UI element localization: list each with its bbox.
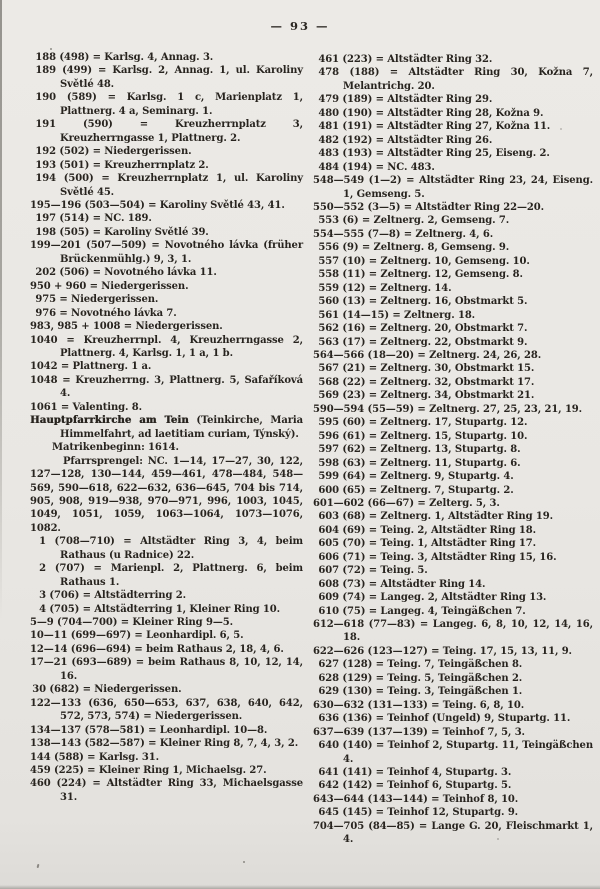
registry-entry <box>30 172 303 199</box>
address-text: (140) = Teinhof 2, Stupartg. 11, Teingäßchen 4. <box>342 740 593 765</box>
registry-entry <box>313 658 593 671</box>
house-number: 5—9 <box>30 617 54 629</box>
house-number: 612—618 <box>313 619 365 631</box>
address-text: (7—8) = Zeltnerg. 4, 6. <box>367 228 494 240</box>
house-number: 478 <box>318 67 339 79</box>
registry-entry <box>313 201 593 214</box>
house-number: 562 <box>318 323 339 335</box>
house-number: 193 <box>35 159 56 171</box>
registry-entry <box>313 645 593 658</box>
registry-entry <box>313 255 593 268</box>
house-number: 640 <box>318 740 339 752</box>
address-text: (10) = Zeltnerg. 10, Gemseng. 10. <box>342 255 530 267</box>
house-number: 190 <box>35 92 56 104</box>
house-number: 548—549 <box>313 175 365 187</box>
registry-entry <box>313 134 593 147</box>
house-number: 645 <box>318 807 339 819</box>
house-number: 459 <box>30 765 51 777</box>
address-text: (14—15) = Zeltnerg. 18. <box>342 309 476 321</box>
registry-entry <box>313 820 593 847</box>
house-number: 590—594 <box>313 403 365 415</box>
house-number: 610 <box>318 605 339 617</box>
house-number: 199—201 <box>30 240 82 252</box>
registry-entry <box>313 618 593 645</box>
address-text: (194) = NC. 483. <box>342 161 435 173</box>
house-number: 198 <box>35 226 56 238</box>
registry-entry <box>30 616 303 629</box>
section-subtitle: (Teinkirche, Maria Himmelfahrt, ad laetitiam curiam, Týnský). <box>60 415 304 440</box>
address-text: (693—689) = beim Rathaus 8, 10, 12, 14, 16. <box>60 657 303 682</box>
house-number: 560 <box>318 296 339 308</box>
house-number: 568 <box>318 376 339 388</box>
house-number: 484 <box>318 161 339 173</box>
address-text: (696—694) = beim Rathaus 2, 18, 4, 6. <box>70 643 284 655</box>
registry-entry <box>313 389 593 402</box>
registry-entry <box>313 726 593 739</box>
registry-entry <box>313 241 593 254</box>
house-number: 622—626 <box>313 645 365 657</box>
registry-entry <box>313 403 593 416</box>
registry-entry <box>30 656 303 683</box>
scan-speck <box>50 48 52 50</box>
house-number: 596 <box>318 430 339 442</box>
registry-entry <box>313 376 593 389</box>
address-text: (128) = Teing. 7, Teingäßchen 8. <box>342 659 523 671</box>
registry-entry <box>30 374 303 401</box>
registry-entry <box>30 643 303 656</box>
registry-entry <box>313 336 593 349</box>
address-text: (70) = Teing. 1, Altstädter Ring 17. <box>342 538 536 550</box>
registry-entry <box>313 766 593 779</box>
registry-entry <box>30 724 303 737</box>
address-text: (191) = Altstädter Ring 27, Kožna 11. <box>342 121 551 133</box>
house-number: 1 <box>39 536 46 548</box>
right-column <box>313 53 593 847</box>
registry-entry <box>30 401 303 414</box>
house-number: 606 <box>318 551 339 563</box>
address-text: (84—85) = Lange G. 20, Fleischmarkt 1, 4. <box>343 820 594 846</box>
house-number: 482 <box>318 134 339 146</box>
registry-entry <box>30 293 303 306</box>
house-number: 628 <box>318 672 339 684</box>
address-text: (136) = Teinhof (Ungeld) 9, Stupartg. 11. <box>342 713 571 725</box>
address-text: (123—127) = Teing. 17, 15, 13, 11, 9. <box>367 645 572 657</box>
address-text: (3—5) = Altstädter Ring 22—20. <box>367 201 544 213</box>
address-text: (145) = Teinhof 12, Stupartg. 9. <box>342 807 519 819</box>
house-number: 563 <box>318 336 339 348</box>
house-number: 561 <box>318 309 339 321</box>
house-number: 564—566 <box>313 349 365 361</box>
house-number: 608 <box>318 578 339 590</box>
address-text: = Niedergerissen. <box>123 321 223 333</box>
address-text: (189) = Altstädter Ring 29. <box>342 94 493 106</box>
registry-entry <box>30 603 303 616</box>
address-text: (193) = Altstädter Ring 25, Eiseng. 2. <box>342 148 550 160</box>
address-text: (223) = Altstädter Ring 32. <box>342 54 493 65</box>
registry-entry <box>313 484 593 497</box>
registry-entry <box>313 779 593 792</box>
registry-entry <box>30 751 303 764</box>
address-text: = Plattnerg. 1 a. <box>60 361 152 373</box>
address-text: (130) = Teing. 3, Teingäßchen 1. <box>342 686 523 698</box>
registry-entry <box>313 322 593 335</box>
registry-entry <box>313 551 593 564</box>
registry-entry <box>30 118 303 145</box>
house-number: 202 <box>35 267 56 279</box>
house-number: 12—14 <box>30 643 68 655</box>
house-number: 144 <box>30 751 51 763</box>
scan-speck <box>37 864 40 868</box>
house-number: 605 <box>318 538 339 550</box>
parish-district-paragraph: Pfarrsprengel: NC. 1—14, 17—27, 30, 122, 127—128, 130—144, 459—461, 478—484, 548—569, 590—618, 622—632, 636—645, 704 bis 714, 905, 908, 919—938, 970—971, 996, 1003, 1045, 1049, 1051, 1059, 1063—1064, 1073—1076, 1082. <box>30 455 303 534</box>
address-text: (68) = Zeltnerg. 1, Altstädter Ring 19. <box>342 511 553 523</box>
section-heading <box>30 414 303 441</box>
registry-entry <box>30 239 303 266</box>
house-number: 599 <box>318 471 339 483</box>
registry-entry <box>313 430 593 443</box>
registry-entry <box>30 589 303 602</box>
address-text: (73) = Altstädter Ring 14. <box>342 578 486 590</box>
registry-entry <box>313 268 593 281</box>
registry-entry <box>30 683 303 696</box>
address-text: (188) = Altstädter Ring 30, Kožna 7, Melantrichg. 20. <box>343 67 593 92</box>
house-number: 558 <box>318 269 339 281</box>
house-number: 1048 <box>30 374 58 386</box>
left-bottom-list <box>30 535 303 804</box>
address-text: = Valenting. 8. <box>60 401 143 413</box>
address-text: (55—59) = Zeltnerg. 27, 25, 23, 21, 19. <box>367 403 583 415</box>
house-number: 554—555 <box>313 228 365 240</box>
registry-entry <box>30 145 303 158</box>
registry-entry <box>30 535 303 562</box>
address-text: (71) = Teing. 3, Altstädter Ring 15, 16. <box>342 551 557 563</box>
address-text: (72) = Teing. 5. <box>342 565 428 577</box>
address-text: (9) = Zeltnerg. 8, Gemseng. 9. <box>342 242 510 254</box>
registry-entry <box>30 159 303 172</box>
house-number: 460 <box>30 778 51 790</box>
registry-entry <box>313 806 593 819</box>
address-text: (63) = Zeltnerg. 11, Stupartg. 6. <box>342 457 521 469</box>
registry-entry <box>313 120 593 133</box>
registry-entry <box>313 107 593 120</box>
registry-entry <box>313 66 593 93</box>
address-text: (141) = Teinhof 4, Stupartg. 3. <box>342 767 512 779</box>
right-list <box>313 53 593 847</box>
address-text: (699—697) = Leonhardipl. 6, 5. <box>70 630 244 642</box>
registry-entry <box>313 524 593 537</box>
house-number: 1042 <box>30 361 58 373</box>
registry-entry <box>30 280 303 293</box>
house-number: 609 <box>318 592 339 604</box>
registry-entry <box>313 685 593 698</box>
registry-entry <box>313 793 593 806</box>
registry-entry <box>313 712 593 725</box>
registry-entry <box>313 214 593 227</box>
registry-entry <box>313 537 593 550</box>
address-text: (1—2) = Altstädter Ring 23, 24, Eiseng. 1, Gemseng. 5. <box>343 175 593 200</box>
registry-entry <box>30 360 303 373</box>
house-number: 636 <box>318 713 339 725</box>
house-number: 192 <box>35 146 56 158</box>
registry-entry <box>30 51 303 64</box>
house-number: 138—143 <box>30 738 82 750</box>
address-text: = Novotného lávka 7. <box>59 307 177 319</box>
house-number: 642 <box>318 780 339 792</box>
address-text: (706) = Altstädterring 2. <box>49 590 186 602</box>
address-text: (131—133) = Teing. 6, 8, 10. <box>367 699 525 711</box>
section-title: Hauptpfarrkirche am Tein <box>30 415 189 427</box>
registry-entry <box>30 737 303 750</box>
house-number: 461 <box>318 54 339 65</box>
registry-entry <box>313 510 593 523</box>
registry-entry <box>313 53 593 66</box>
address-text: (190) = Altstädter Ring 28, Kožna 9. <box>342 107 544 119</box>
registry-entry <box>30 629 303 642</box>
address-text: (500) = Kreuzherrnplatz 1, ul. Karoliny Světlé 45. <box>60 173 303 198</box>
address-text: (64) = Zeltnerg. 9, Stupartg. 4. <box>342 471 514 483</box>
address-text: (11) = Zeltnerg. 12, Gemseng. 8. <box>342 269 523 281</box>
registry-entry <box>30 64 303 91</box>
house-number: 603 <box>318 511 339 523</box>
scan-speck <box>243 861 245 863</box>
house-number: 2 <box>39 563 46 575</box>
house-number: 627 <box>318 659 339 671</box>
house-number: 601—602 <box>313 497 365 509</box>
address-text: (66—67) = Zelterg. 5, 3. <box>367 497 500 509</box>
address-text: (578—581) = Leonhardipl. 10—8. <box>84 724 268 736</box>
address-text: (582—587) = Kleiner Ring 8, 7, 4, 3, 2. <box>84 738 299 750</box>
address-text: (75) = Langeg. 4, Teingäßchen 7. <box>342 605 526 617</box>
registry-entry <box>30 307 303 320</box>
address-text: (507—509) = Novotného lávka (früher Brückenmühlg.) 9, 3, 1. <box>60 240 303 265</box>
registry-entry <box>30 320 303 333</box>
registry-entry <box>313 470 593 483</box>
scan-bottom-shadow <box>0 885 600 889</box>
house-number: 134—137 <box>30 724 82 736</box>
house-number: 704—705 <box>313 820 365 832</box>
registry-entry <box>30 697 303 724</box>
page-number: — 93 — <box>270 19 330 33</box>
house-number: 976 <box>35 307 56 319</box>
address-text: (16) = Zeltnerg. 20, Obstmarkt 7. <box>342 323 528 335</box>
registry-entry <box>313 605 593 618</box>
matriculation-line: Matrikenbeginn: 1614. <box>52 442 179 454</box>
address-text: (503—504) = Karoliny Světlé 43, 41. <box>84 199 285 211</box>
address-text: = Niedergerissen. <box>89 280 189 292</box>
address-text: (498) = Karlsg. 4, Annag. 3. <box>59 52 214 63</box>
house-number: 637—639 <box>313 726 365 738</box>
address-text: (61) = Zeltnerg. 15, Stupartg. 10. <box>342 430 528 442</box>
address-text: (60) = Zeltnerg. 17, Stupartg. 12. <box>342 417 528 429</box>
address-text: (499) = Karlsg. 2, Annag. 1, ul. Karoliny Světlé 48. <box>60 65 303 90</box>
registry-entry <box>313 457 593 470</box>
registry-entry <box>30 91 303 118</box>
house-number: 643—644 <box>313 793 365 805</box>
registry-entry <box>313 591 593 604</box>
house-number: 604 <box>318 524 339 536</box>
registry-entry <box>313 739 593 766</box>
address-text: (129) = Teing. 5, Teingäßchen 2. <box>342 672 523 684</box>
address-text: (23) = Zeltnerg. 34, Obstmarkt 21. <box>342 390 535 402</box>
house-number: 191 <box>35 119 56 131</box>
address-text: (6) = Zeltnerg. 2, Gemseng. 7. <box>342 215 510 227</box>
address-text: (501) = Kreuzherrnplatz 2. <box>59 159 209 171</box>
registry-entry <box>30 764 303 777</box>
address-text: (506) = Novotného lávka 11. <box>59 267 217 279</box>
house-number: 630—632 <box>313 699 365 711</box>
registry-entry <box>313 416 593 429</box>
registry-entry <box>313 443 593 456</box>
address-text: = Kreuzherrnpl. 4, Kreuzherrngasse 2, Plattnerg. 4, Karlsg. 1, 1 a, 1 b. <box>60 334 303 359</box>
address-text: (77—83) = Langeg. 6, 8, 10, 12, 14, 16, 18. <box>343 619 593 644</box>
house-number: 983, 985 + 1008 <box>30 321 121 333</box>
registry-entry <box>30 562 303 589</box>
registry-entry <box>313 282 593 295</box>
registry-entry <box>30 777 303 804</box>
address-text: (705) = Altstädterring 1, Kleiner Ring 10. <box>49 603 281 615</box>
address-text: (65) = Zeltnerg. 7, Stupartg. 2. <box>342 484 514 496</box>
registry-entry <box>313 228 593 241</box>
address-text: (502) = Niedergerissen. <box>59 146 192 158</box>
house-number: 567 <box>318 363 339 375</box>
registry-entry <box>30 212 303 225</box>
address-text: (22) = Zeltnerg. 32, Obstmarkt 17. <box>342 376 535 388</box>
address-text: (142) = Teinhof 6, Stupartg. 5. <box>342 780 512 792</box>
house-number: 30 <box>32 684 46 696</box>
left-top-list <box>30 51 303 414</box>
address-text: (708—710) = Altstädter Ring 3, 4, beim Rathaus (u Radnice) 22. <box>54 536 303 561</box>
address-text: (514) = NC. 189. <box>59 213 152 225</box>
address-text: (143—144) = Teinhof 8, 10. <box>367 793 519 805</box>
house-number: 559 <box>318 282 339 294</box>
address-text: (13) = Zeltnerg. 16, Obstmarkt 5. <box>342 296 528 308</box>
address-text: (74) = Langeg. 2, Altstädter Ring 13. <box>342 592 547 604</box>
house-number: 122—133 <box>30 697 82 709</box>
house-number: 4 <box>39 603 46 615</box>
house-number: 188 <box>35 52 56 63</box>
house-number: 595 <box>318 417 339 429</box>
house-number: 553 <box>318 215 339 227</box>
house-number: 197 <box>35 213 56 225</box>
address-text: (707) = Marienpl. 2, Plattnerg. 6, beim Rathaus 1. <box>54 563 303 588</box>
address-text: (21) = Zeltnerg. 30, Obstmarkt 15. <box>342 363 535 375</box>
house-number: 557 <box>318 255 339 267</box>
house-number: 641 <box>318 767 339 779</box>
registry-entry <box>313 349 593 362</box>
house-number: 1061 <box>30 401 58 413</box>
house-number: 598 <box>318 457 339 469</box>
house-number: 194 <box>35 173 56 185</box>
left-column <box>30 51 303 804</box>
house-number: 975 <box>35 294 56 306</box>
house-number: 195—196 <box>30 199 82 211</box>
registry-entry <box>313 699 593 712</box>
registry-entry <box>30 199 303 212</box>
registry-entry <box>313 93 593 106</box>
registry-entry <box>313 147 593 160</box>
address-text: (69) = Teing. 2, Altstädter Ring 18. <box>342 524 536 536</box>
address-text: (12) = Zeltnerg. 14. <box>342 282 452 294</box>
address-text: (18—20) = Zeltnerg. 24, 26, 28. <box>367 349 542 361</box>
address-text: (588) = Karlsg. 31. <box>53 751 159 763</box>
registry-entry <box>313 564 593 577</box>
scan-edge-shadow <box>0 0 2 620</box>
address-text: (682) = Niedergerissen. <box>49 684 182 696</box>
address-text: = Kreuzherrng. 3, Plattnerg. 5, Safaříková 4. <box>60 374 303 400</box>
house-number: 479 <box>318 94 339 106</box>
registry-entry <box>313 497 593 510</box>
address-text: = Niedergerissen. <box>59 294 159 306</box>
address-text: (225) = Kleiner Ring 1, Michaelsg. 27. <box>53 765 267 777</box>
address-text: (137—139) = Teinhof 7, 5, 3. <box>367 726 525 738</box>
address-text: (224) = Altstädter Ring 33, Michaelsgasse 31. <box>56 778 303 803</box>
house-number: 607 <box>318 565 339 577</box>
house-number: 481 <box>318 121 339 133</box>
house-number: 3 <box>39 590 46 602</box>
house-number: 556 <box>318 242 339 254</box>
registry-entry <box>30 334 303 361</box>
registry-entry <box>313 362 593 375</box>
address-text: (62) = Zeltnerg. 13, Stupartg. 8. <box>342 444 521 456</box>
house-number: 597 <box>318 444 339 456</box>
address-text: (636, 650—653, 637, 638, 640, 642, 572, 573, 574) = Niedergerissen. <box>60 697 303 723</box>
registry-entry <box>313 309 593 322</box>
house-number: 629 <box>318 686 339 698</box>
scan-speck <box>560 128 562 130</box>
scan-speck <box>497 838 499 840</box>
house-number: 950 + 960 <box>30 280 87 292</box>
address-text: (590) = Kreuzherrnplatz 3, Kreuzherrngasse 1, Plattnerg. 2. <box>60 119 303 144</box>
house-number: 480 <box>318 107 339 119</box>
address-text: (505) = Karoliny Světlé 39. <box>59 226 209 238</box>
registry-entry <box>313 295 593 308</box>
house-number: 600 <box>318 484 339 496</box>
house-number: 189 <box>35 65 56 77</box>
house-number: 569 <box>318 390 339 402</box>
address-text: (17) = Zeltnerg. 22, Obstmarkt 9. <box>342 336 528 348</box>
address-text: (704—700) = Kleiner Ring 9—5. <box>57 617 233 629</box>
address-text: (589) = Karlsg. 1 c, Marienplatz 1, Plattnerg. 4 a, Seminarg. 1. <box>60 92 303 117</box>
house-number: 10—11 <box>30 630 68 642</box>
house-number: 550—552 <box>313 201 365 213</box>
house-number: 1040 <box>30 334 58 346</box>
registry-entry <box>313 161 593 174</box>
house-number: 483 <box>318 148 339 160</box>
house-number: 17—21 <box>30 657 68 669</box>
registry-entry <box>30 226 303 239</box>
registry-entry <box>313 578 593 591</box>
address-text: (192) = Altstädter Ring 26. <box>342 134 493 146</box>
registry-entry <box>313 174 593 201</box>
registry-entry <box>313 672 593 685</box>
registry-entry <box>30 266 303 279</box>
